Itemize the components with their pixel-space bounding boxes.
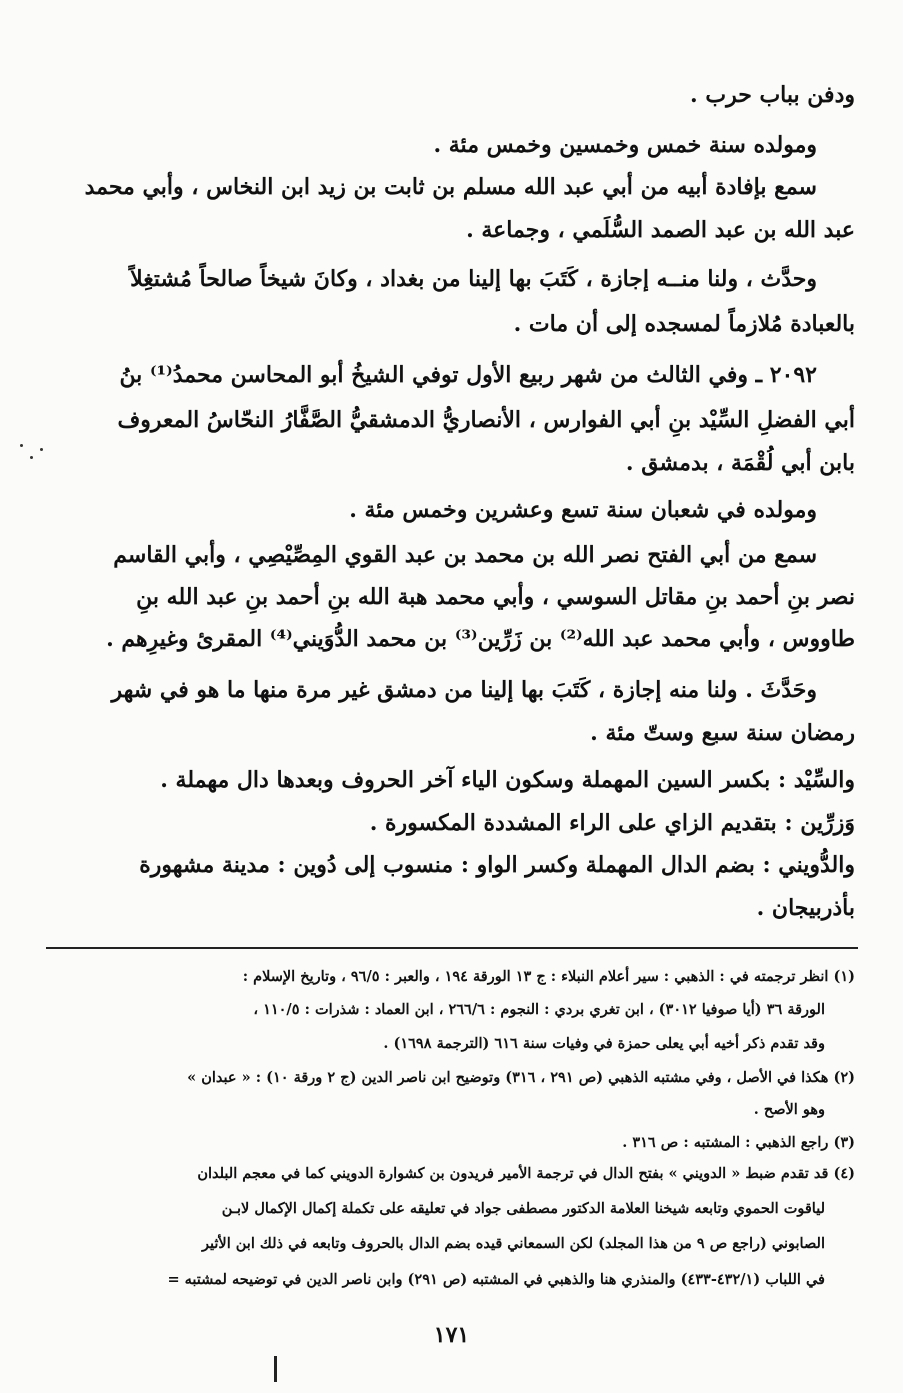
text-line: والسِّيْد : بكسر السين المهملة وسكون الياء آخر الحروف وبعدها دال مهملة . [160,767,855,793]
entry-heading-line: ٢٠٩٢ ـ وفي الثالث من شهر ربيع الأول توفي الشيخُ أبو المحاسن محمدُ⁽¹⁾ بنُ [119,362,817,388]
footnote-line: لياقوت الحموي وتابعه شيخنا العلامة الدكتور مصطفى جواد في تعليقه على تكملة إكمال الإكمال لابـن [221,1200,825,1217]
footnote-line: وهو الأصح . [753,1101,825,1118]
scan-mark [274,1356,277,1382]
text-line: وَزرِّين : بتقديم الزاي على الراء المشددة المكسورة . [369,810,855,836]
footnote-line: الورقة ٣٦ (أيا صوفيا ٣٠١٢) ، ابن تغري بردي : النجوم : ٢٦٦/٦ ، ابن العماد : شذرات : ١١٠/٥ ، [253,1001,825,1018]
text-line: طاووس ، وأبي محمد عبد الله⁽²⁾ بن زَرِّين⁽³⁾ بن محمد الدُّوَيني⁽⁴⁾ المقرئ وغيرِهم . [106,626,855,652]
text-line: عبد الله بن عبد الصمد السُّلَمي ، وجماعة . [466,217,855,243]
text-line: رمضان سنة سبع وستّ مئة . [590,720,855,746]
text-line: ومولده سنة خمس وخمسين وخمس مئة . [433,132,817,158]
footnote-line: الصابوني (راجع ص ٩ من هذا المجلد) لكن السمعاني قيده بضم الدال بالحروف وتابعه في ذلك ابن الأثير [202,1235,825,1252]
text-line: بالعبادة مُلازماً لمسجده إلى أن مات . [513,311,855,337]
footnote-line: (١) انظر ترجمته في : الذهبي : سير أعلام النبلاء : ج ١٣ الورقة ١٩٤ ، والعبر : ٩٦/٥ ، وتاريخ الإسلام : [242,968,855,985]
footnote-line: في اللباب (٤٣٢/١-٤٣٣) والمنذري هنا والذهبي في المشتبه (ص ٢٩١) وابن ناصر الدين في توضيحه لمشتبه = [167,1271,825,1288]
text-line: نصر بنِ أحمد بنِ مقاتل السوسي ، وأبي محمد هبة الله بنِ أحمد بنِ عبد الله بنِ [136,584,855,610]
text-line: سمع بإفادة أبيه من أبي عبد الله مسلم بن ثابت بن زيد ابن النخاس ، وأبي محمد [84,174,817,200]
text-line: سمع من أبي الفتح نصر الله بن محمد بن عبد القوي المِصِّيْصِي ، وأبي القاسم [113,542,817,568]
text-line: بابن أبي لُقْمَة ، بدمشق . [625,450,855,476]
text-line: ودفن بباب حرب . [690,82,855,108]
footnote-line: وقد تقدم ذكر أخيه أبي يعلى حمزة في وفيات سنة ٦١٦ (الترجمة ١٦٩٨) . [383,1035,825,1052]
text-line: والدُّويني : بضم الدال المهملة وكسر الواو : منسوب إلى دُوين : مدينة مشهورة [139,852,855,878]
text-line: وحدَّث ، ولنا منــه إجازة ، كَتَبَ بها إلينا من بغداد ، وكانَ شيخاً صالحاً مُشتغِلاً [130,266,817,292]
scan-speck [30,456,33,459]
footnote-line: (٤) قد تقدم ضبط « الدويني » بفتح الدال في ترجمة الأمير فريدون بن كشوارة الدويني كما في معجم البلدان [197,1165,855,1182]
scan-speck [40,448,43,451]
footnote-line: (٣) راجع الذهبي : المشتبه : ص ٣١٦ . [622,1134,855,1151]
text-line: أبي الفضلِ السِّيْد بنِ أبي الفوارس ، الأنصاريُّ الدمشقيُّ الصَّفَّارُ النحّاسُ المعروف [117,407,855,433]
footnote-separator [46,947,858,949]
page-number: ١٧١ [433,1322,470,1348]
text-line: ومولده في شعبان سنة تسع وعشرين وخمس مئة . [349,497,817,523]
text-line: وحَدَّثَ . ولنا منه إجازة ، كَتَبَ بها إلينا من دمشق غير مرة منها ما هو في شهر [111,677,817,703]
footnote-line: (٢) هكذا في الأصل ، وفي مشتبه الذهبي (ص ٢٩١ ، ٣١٦) وتوضيح ابن ناصر الدين (ج ٢ ورقة ١٠) : « عبدان » [187,1069,855,1086]
text-line: بأذربيجان . [756,895,855,921]
scan-speck [20,444,23,447]
